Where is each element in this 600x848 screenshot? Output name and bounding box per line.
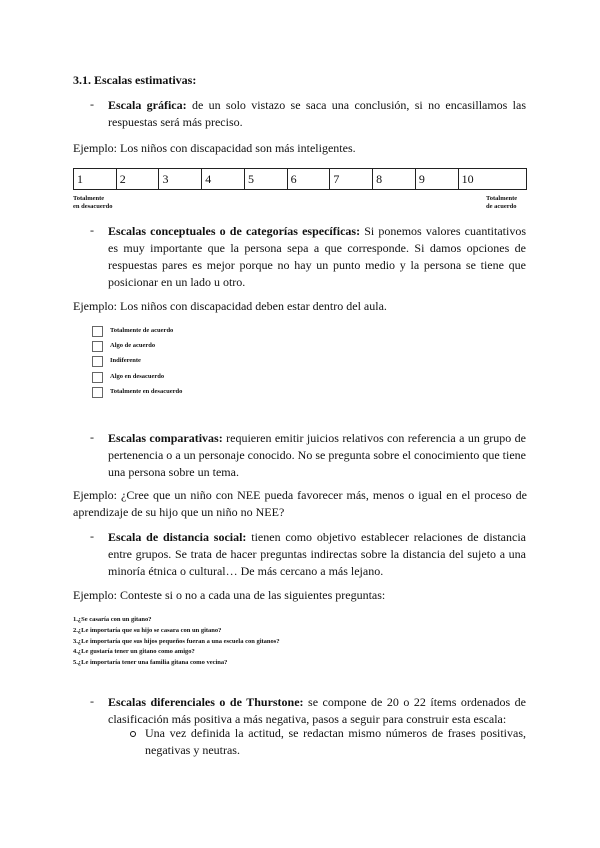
option-label: Totalmente de acuerdo: [110, 327, 174, 334]
question-line: 3.¿Le importaría que sus hijos pequeños fueran a una escuela con gitanos?: [73, 638, 280, 645]
scale-left-label: [73, 195, 113, 211]
bullet-dash: -: [90, 223, 94, 237]
scale-cell: 2: [116, 169, 159, 190]
bullet-escalas-conceptuales: [108, 223, 526, 291]
checkbox[interactable]: [92, 356, 103, 367]
bullet-term: Escala de distancia social:: [108, 530, 247, 544]
scale-left-line: en desacuerdo: [73, 203, 113, 210]
example-3: Ejemplo: ¿Cree que un niño con NEE pueda favorecer más, menos o igual en el proceso de aprendizaje de su hijo que un niño no NEE?: [73, 488, 527, 519]
bullet-dash: -: [90, 529, 94, 543]
checkbox[interactable]: [92, 372, 103, 383]
bullet-dash: -: [90, 97, 94, 111]
question-line: 4.¿Le gustaría tener un gitano como amigo?: [73, 648, 195, 655]
scale-right-line: Totalmente: [486, 195, 518, 202]
scale-left-line: Totalmente: [73, 195, 105, 202]
example-2: Ejemplo: Los niños con discapacidad deben estar dentro del aula.: [73, 299, 387, 313]
scale-cell: 6: [287, 169, 330, 190]
bullet-dash: -: [90, 430, 94, 444]
bullet-term: Escala gráfica:: [108, 98, 187, 112]
graphic-scale: [73, 168, 527, 190]
scale-cell: 4: [202, 169, 245, 190]
section-heading: 3.1. Escalas estimativas:: [73, 73, 197, 87]
checkbox[interactable]: [92, 341, 103, 352]
option-label: Algo en desacuerdo: [110, 373, 165, 380]
bullet-text: tienen como objetivo establecer relaciones de distancia entre grupos. Se trata de hacer preguntas indirectas sobre la distancia del sujeto a una minoría étnica o cultural… De más cercano a más lejano.: [108, 530, 526, 578]
bullet-dash: -: [90, 694, 94, 708]
bullet-term: Escalas comparativas:: [108, 431, 223, 445]
bullet-text: se compone de 20 o 22 ítems ordenados de clasificación más positiva a más negativa, pasos a seguir para construir esta escala:: [108, 695, 527, 726]
scale-cell: 10: [458, 169, 526, 190]
question-line: 2.¿Le importaría que su hijo se casara con un gitano?: [73, 627, 222, 634]
checkbox[interactable]: [92, 387, 103, 398]
option-label: Algo de acuerdo: [110, 342, 156, 349]
option-label: Totalmente en desacuerdo: [110, 388, 183, 395]
bullet-thurstone: [108, 694, 526, 728]
scale-cell: 7: [330, 169, 373, 190]
checkbox[interactable]: [92, 326, 103, 337]
bullet-distancia-social: [108, 529, 526, 580]
scale-cell: 3: [159, 169, 202, 190]
scale-cell: 1: [74, 169, 117, 190]
bullet-text: requieren emitir juicios relativos con referencia a un grupo de pertenencia o a un personaje conocido. No se pregunta sobre el conocimiento que tiene una persona sobre un tema.: [108, 431, 526, 479]
example-4: Ejemplo: Conteste si o no a cada una de las siguientes preguntas:: [73, 588, 386, 602]
question-line: 5.¿Le importaría tener una familia gitana como vecina?: [73, 659, 228, 666]
scale-right-label: [486, 195, 517, 211]
scale-cell: 9: [415, 169, 458, 190]
bullet-escalas-comparativas: [108, 430, 526, 481]
bullet-text: Si ponemos valores cuantitativos es muy importante que la persona sepa a que corresponde. Si damos opciones de respuestas pares es mejor porque no hay un punto medio y la persona se tiene que posicionar en un lado u otro.: [108, 224, 526, 289]
scale-cell: 8: [373, 169, 416, 190]
question-line: 1.¿Se casaría con un gitano?: [73, 616, 152, 623]
sub-bullet-circle: [130, 731, 136, 737]
bullet-term: Escalas conceptuales o de categorías específicas:: [108, 224, 361, 238]
scale-cell: 5: [244, 169, 287, 190]
scale-right-line: de acuerdo: [486, 203, 517, 210]
bullet-escala-grafica: [108, 97, 526, 131]
example-1: Ejemplo: Los niños con discapacidad son más inteligentes.: [73, 141, 356, 155]
option-label: Indiferente: [110, 357, 141, 364]
bullet-term: Escalas diferenciales o de Thurstone:: [108, 695, 304, 709]
sub-bullet-text: Una vez definida la actitud, se redactan mismo números de frases positivas, negativas y neutras.: [145, 726, 526, 757]
bullet-text: de un solo vistazo se saca una conclusión, si no encasillamos las respuestas será más preciso.: [108, 98, 527, 129]
